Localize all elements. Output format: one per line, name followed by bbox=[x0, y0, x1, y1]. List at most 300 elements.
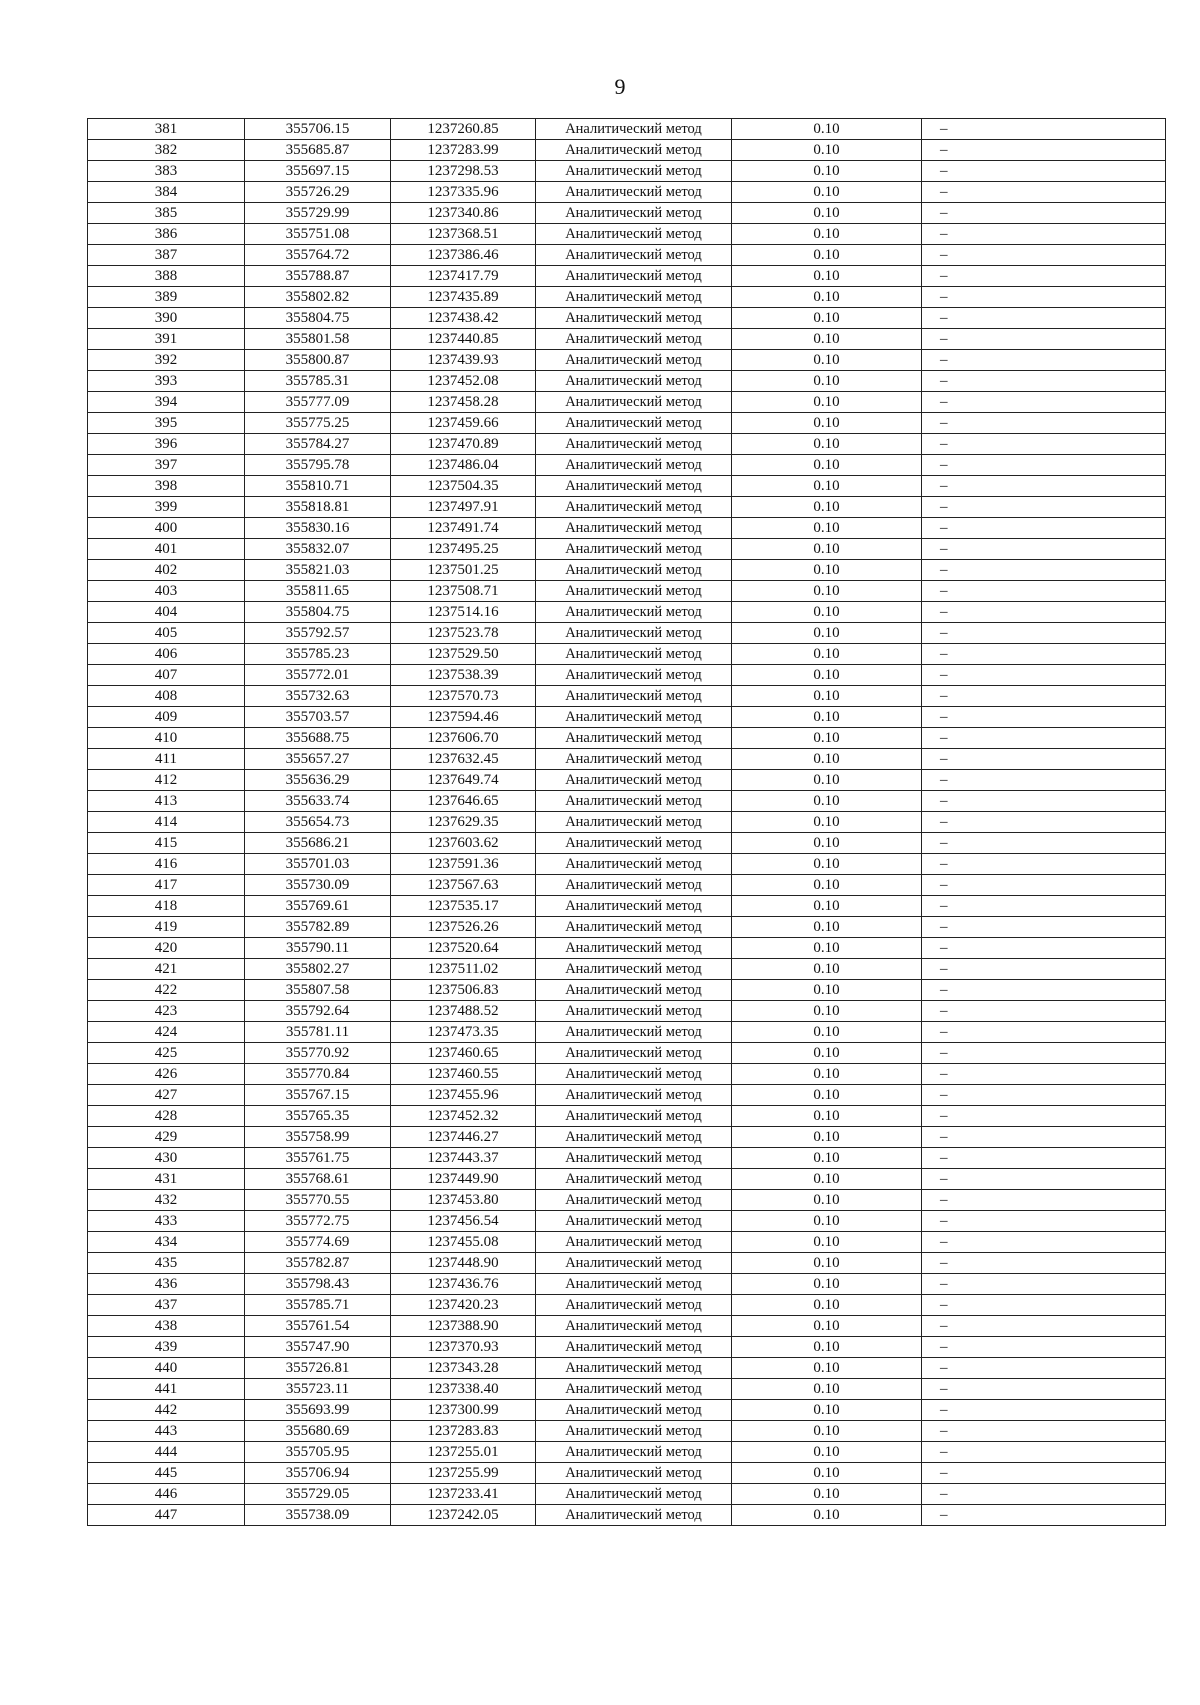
table-row bbox=[88, 1022, 1166, 1043]
table-row bbox=[88, 497, 1166, 518]
description-cell: – bbox=[922, 770, 1166, 791]
point-number-cell: 396 bbox=[88, 434, 245, 455]
description-cell: – bbox=[922, 1127, 1166, 1148]
y-coordinate-cell: 1237458.28 bbox=[391, 392, 536, 413]
method-cell: Аналитический метод bbox=[536, 539, 732, 560]
y-coordinate-cell: 1237452.08 bbox=[391, 371, 536, 392]
description-cell: – bbox=[922, 791, 1166, 812]
description-cell: – bbox=[922, 1232, 1166, 1253]
description-cell: – bbox=[922, 665, 1166, 686]
table-row bbox=[88, 161, 1166, 182]
x-coordinate-cell: 355706.94 bbox=[245, 1463, 391, 1484]
point-number-cell: 420 bbox=[88, 938, 245, 959]
accuracy-cell: 0.10 bbox=[732, 245, 922, 266]
accuracy-cell: 0.10 bbox=[732, 203, 922, 224]
point-number-cell: 423 bbox=[88, 1001, 245, 1022]
table-row bbox=[88, 1106, 1166, 1127]
point-number-cell: 386 bbox=[88, 224, 245, 245]
y-coordinate-cell: 1237455.96 bbox=[391, 1085, 536, 1106]
method-cell: Аналитический метод bbox=[536, 1169, 732, 1190]
description-cell: – bbox=[922, 182, 1166, 203]
description-cell: – bbox=[922, 350, 1166, 371]
method-cell: Аналитический метод bbox=[536, 1211, 732, 1232]
point-number-cell: 407 bbox=[88, 665, 245, 686]
point-number-cell: 440 bbox=[88, 1358, 245, 1379]
method-cell: Аналитический метод bbox=[536, 833, 732, 854]
x-coordinate-cell: 355790.11 bbox=[245, 938, 391, 959]
method-cell: Аналитический метод bbox=[536, 1085, 732, 1106]
method-cell: Аналитический метод bbox=[536, 1022, 732, 1043]
table-row bbox=[88, 812, 1166, 833]
description-cell: – bbox=[922, 329, 1166, 350]
y-coordinate-cell: 1237443.37 bbox=[391, 1148, 536, 1169]
table-row bbox=[88, 728, 1166, 749]
x-coordinate-cell: 355792.64 bbox=[245, 1001, 391, 1022]
x-coordinate-cell: 355706.15 bbox=[245, 119, 391, 140]
method-cell: Аналитический метод bbox=[536, 392, 732, 413]
method-cell: Аналитический метод bbox=[536, 413, 732, 434]
description-cell: – bbox=[922, 203, 1166, 224]
x-coordinate-cell: 355804.75 bbox=[245, 308, 391, 329]
accuracy-cell: 0.10 bbox=[732, 560, 922, 581]
method-cell: Аналитический метод bbox=[536, 623, 732, 644]
method-cell: Аналитический метод bbox=[536, 791, 732, 812]
x-coordinate-cell: 355701.03 bbox=[245, 854, 391, 875]
method-cell: Аналитический метод bbox=[536, 749, 732, 770]
accuracy-cell: 0.10 bbox=[732, 1358, 922, 1379]
y-coordinate-cell: 1237456.54 bbox=[391, 1211, 536, 1232]
y-coordinate-cell: 1237439.93 bbox=[391, 350, 536, 371]
y-coordinate-cell: 1237523.78 bbox=[391, 623, 536, 644]
accuracy-cell: 0.10 bbox=[732, 833, 922, 854]
x-coordinate-cell: 355774.69 bbox=[245, 1232, 391, 1253]
x-coordinate-cell: 355764.72 bbox=[245, 245, 391, 266]
accuracy-cell: 0.10 bbox=[732, 644, 922, 665]
description-cell: – bbox=[922, 1316, 1166, 1337]
point-number-cell: 419 bbox=[88, 917, 245, 938]
table-row bbox=[88, 266, 1166, 287]
table-row bbox=[88, 833, 1166, 854]
description-cell: – bbox=[922, 875, 1166, 896]
y-coordinate-cell: 1237340.86 bbox=[391, 203, 536, 224]
accuracy-cell: 0.10 bbox=[732, 434, 922, 455]
description-cell: – bbox=[922, 413, 1166, 434]
point-number-cell: 444 bbox=[88, 1442, 245, 1463]
x-coordinate-cell: 355765.35 bbox=[245, 1106, 391, 1127]
y-coordinate-cell: 1237455.08 bbox=[391, 1232, 536, 1253]
point-number-cell: 437 bbox=[88, 1295, 245, 1316]
table-row bbox=[88, 1379, 1166, 1400]
x-coordinate-cell: 355801.58 bbox=[245, 329, 391, 350]
method-cell: Аналитический метод bbox=[536, 476, 732, 497]
accuracy-cell: 0.10 bbox=[732, 287, 922, 308]
x-coordinate-cell: 355821.03 bbox=[245, 560, 391, 581]
y-coordinate-cell: 1237629.35 bbox=[391, 812, 536, 833]
x-coordinate-cell: 355792.57 bbox=[245, 623, 391, 644]
point-number-cell: 405 bbox=[88, 623, 245, 644]
point-number-cell: 416 bbox=[88, 854, 245, 875]
y-coordinate-cell: 1237646.65 bbox=[391, 791, 536, 812]
method-cell: Аналитический метод bbox=[536, 140, 732, 161]
accuracy-cell: 0.10 bbox=[732, 182, 922, 203]
accuracy-cell: 0.10 bbox=[732, 1148, 922, 1169]
accuracy-cell: 0.10 bbox=[732, 1085, 922, 1106]
accuracy-cell: 0.10 bbox=[732, 266, 922, 287]
description-cell: – bbox=[922, 455, 1166, 476]
table-row bbox=[88, 182, 1166, 203]
table-row bbox=[88, 980, 1166, 1001]
point-number-cell: 443 bbox=[88, 1421, 245, 1442]
point-number-cell: 411 bbox=[88, 749, 245, 770]
x-coordinate-cell: 355785.23 bbox=[245, 644, 391, 665]
y-coordinate-cell: 1237233.41 bbox=[391, 1484, 536, 1505]
point-number-cell: 382 bbox=[88, 140, 245, 161]
y-coordinate-cell: 1237529.50 bbox=[391, 644, 536, 665]
y-coordinate-cell: 1237606.70 bbox=[391, 728, 536, 749]
point-number-cell: 383 bbox=[88, 161, 245, 182]
description-cell: – bbox=[922, 476, 1166, 497]
y-coordinate-cell: 1237603.62 bbox=[391, 833, 536, 854]
point-number-cell: 442 bbox=[88, 1400, 245, 1421]
x-coordinate-cell: 355804.75 bbox=[245, 602, 391, 623]
accuracy-cell: 0.10 bbox=[732, 140, 922, 161]
x-coordinate-cell: 355729.05 bbox=[245, 1484, 391, 1505]
x-coordinate-cell: 355697.15 bbox=[245, 161, 391, 182]
table-row bbox=[88, 1274, 1166, 1295]
x-coordinate-cell: 355729.99 bbox=[245, 203, 391, 224]
method-cell: Аналитический метод bbox=[536, 1064, 732, 1085]
y-coordinate-cell: 1237538.39 bbox=[391, 665, 536, 686]
method-cell: Аналитический метод bbox=[536, 455, 732, 476]
accuracy-cell: 0.10 bbox=[732, 1379, 922, 1400]
method-cell: Аналитический метод bbox=[536, 497, 732, 518]
point-number-cell: 397 bbox=[88, 455, 245, 476]
x-coordinate-cell: 355758.99 bbox=[245, 1127, 391, 1148]
y-coordinate-cell: 1237459.66 bbox=[391, 413, 536, 434]
accuracy-cell: 0.10 bbox=[732, 1106, 922, 1127]
table-row bbox=[88, 686, 1166, 707]
description-cell: – bbox=[922, 1190, 1166, 1211]
accuracy-cell: 0.10 bbox=[732, 707, 922, 728]
table-row bbox=[88, 1169, 1166, 1190]
point-number-cell: 403 bbox=[88, 581, 245, 602]
y-coordinate-cell: 1237486.04 bbox=[391, 455, 536, 476]
description-cell: – bbox=[922, 728, 1166, 749]
table-row bbox=[88, 1064, 1166, 1085]
description-cell: – bbox=[922, 539, 1166, 560]
accuracy-cell: 0.10 bbox=[732, 1505, 922, 1526]
point-number-cell: 441 bbox=[88, 1379, 245, 1400]
accuracy-cell: 0.10 bbox=[732, 1064, 922, 1085]
accuracy-cell: 0.10 bbox=[732, 917, 922, 938]
y-coordinate-cell: 1237594.46 bbox=[391, 707, 536, 728]
accuracy-cell: 0.10 bbox=[732, 938, 922, 959]
x-coordinate-cell: 355705.95 bbox=[245, 1442, 391, 1463]
accuracy-cell: 0.10 bbox=[732, 980, 922, 1001]
y-coordinate-cell: 1237495.25 bbox=[391, 539, 536, 560]
point-number-cell: 415 bbox=[88, 833, 245, 854]
method-cell: Аналитический метод bbox=[536, 182, 732, 203]
y-coordinate-cell: 1237508.71 bbox=[391, 581, 536, 602]
method-cell: Аналитический метод bbox=[536, 1337, 732, 1358]
point-number-cell: 427 bbox=[88, 1085, 245, 1106]
accuracy-cell: 0.10 bbox=[732, 539, 922, 560]
table-row bbox=[88, 1463, 1166, 1484]
table-row bbox=[88, 287, 1166, 308]
accuracy-cell: 0.10 bbox=[732, 413, 922, 434]
accuracy-cell: 0.10 bbox=[732, 812, 922, 833]
table-row bbox=[88, 917, 1166, 938]
method-cell: Аналитический метод bbox=[536, 917, 732, 938]
accuracy-cell: 0.10 bbox=[732, 1022, 922, 1043]
description-cell: – bbox=[922, 1253, 1166, 1274]
point-number-cell: 425 bbox=[88, 1043, 245, 1064]
description-cell: – bbox=[922, 1064, 1166, 1085]
x-coordinate-cell: 355761.75 bbox=[245, 1148, 391, 1169]
point-number-cell: 447 bbox=[88, 1505, 245, 1526]
method-cell: Аналитический метод bbox=[536, 686, 732, 707]
point-number-cell: 384 bbox=[88, 182, 245, 203]
method-cell: Аналитический метод bbox=[536, 1400, 732, 1421]
table-row bbox=[88, 350, 1166, 371]
table-row bbox=[88, 875, 1166, 896]
y-coordinate-cell: 1237435.89 bbox=[391, 287, 536, 308]
x-coordinate-cell: 355730.09 bbox=[245, 875, 391, 896]
method-cell: Аналитический метод bbox=[536, 1127, 732, 1148]
point-number-cell: 436 bbox=[88, 1274, 245, 1295]
x-coordinate-cell: 355685.87 bbox=[245, 140, 391, 161]
x-coordinate-cell: 355686.21 bbox=[245, 833, 391, 854]
y-coordinate-cell: 1237535.17 bbox=[391, 896, 536, 917]
table-row bbox=[88, 140, 1166, 161]
x-coordinate-cell: 355726.29 bbox=[245, 182, 391, 203]
accuracy-cell: 0.10 bbox=[732, 1295, 922, 1316]
accuracy-cell: 0.10 bbox=[732, 1211, 922, 1232]
x-coordinate-cell: 355830.16 bbox=[245, 518, 391, 539]
description-cell: – bbox=[922, 1442, 1166, 1463]
method-cell: Аналитический метод bbox=[536, 224, 732, 245]
x-coordinate-cell: 355770.84 bbox=[245, 1064, 391, 1085]
method-cell: Аналитический метод bbox=[536, 1358, 732, 1379]
accuracy-cell: 0.10 bbox=[732, 161, 922, 182]
method-cell: Аналитический метод bbox=[536, 1274, 732, 1295]
table-row bbox=[88, 623, 1166, 644]
x-coordinate-cell: 355680.69 bbox=[245, 1421, 391, 1442]
description-cell: – bbox=[922, 749, 1166, 770]
y-coordinate-cell: 1237440.85 bbox=[391, 329, 536, 350]
method-cell: Аналитический метод bbox=[536, 1190, 732, 1211]
description-cell: – bbox=[922, 623, 1166, 644]
description-cell: – bbox=[922, 518, 1166, 539]
description-cell: – bbox=[922, 707, 1166, 728]
accuracy-cell: 0.10 bbox=[732, 1043, 922, 1064]
x-coordinate-cell: 355775.25 bbox=[245, 413, 391, 434]
point-number-cell: 435 bbox=[88, 1253, 245, 1274]
point-number-cell: 390 bbox=[88, 308, 245, 329]
table-row bbox=[88, 119, 1166, 140]
x-coordinate-cell: 355768.61 bbox=[245, 1169, 391, 1190]
y-coordinate-cell: 1237567.63 bbox=[391, 875, 536, 896]
table-row bbox=[88, 308, 1166, 329]
point-number-cell: 395 bbox=[88, 413, 245, 434]
accuracy-cell: 0.10 bbox=[732, 308, 922, 329]
table-row bbox=[88, 455, 1166, 476]
method-cell: Аналитический метод bbox=[536, 644, 732, 665]
y-coordinate-cell: 1237473.35 bbox=[391, 1022, 536, 1043]
y-coordinate-cell: 1237526.26 bbox=[391, 917, 536, 938]
table-row bbox=[88, 371, 1166, 392]
table-row bbox=[88, 413, 1166, 434]
x-coordinate-cell: 355798.43 bbox=[245, 1274, 391, 1295]
point-number-cell: 428 bbox=[88, 1106, 245, 1127]
description-cell: – bbox=[922, 434, 1166, 455]
method-cell: Аналитический метод bbox=[536, 1148, 732, 1169]
point-number-cell: 426 bbox=[88, 1064, 245, 1085]
y-coordinate-cell: 1237438.42 bbox=[391, 308, 536, 329]
table-row bbox=[88, 1505, 1166, 1526]
table-row bbox=[88, 539, 1166, 560]
x-coordinate-cell: 355802.82 bbox=[245, 287, 391, 308]
description-cell: – bbox=[922, 1379, 1166, 1400]
method-cell: Аналитический метод bbox=[536, 959, 732, 980]
y-coordinate-cell: 1237514.16 bbox=[391, 602, 536, 623]
y-coordinate-cell: 1237632.45 bbox=[391, 749, 536, 770]
point-number-cell: 388 bbox=[88, 266, 245, 287]
point-number-cell: 392 bbox=[88, 350, 245, 371]
accuracy-cell: 0.10 bbox=[732, 770, 922, 791]
method-cell: Аналитический метод bbox=[536, 1043, 732, 1064]
x-coordinate-cell: 355807.58 bbox=[245, 980, 391, 1001]
x-coordinate-cell: 355785.71 bbox=[245, 1295, 391, 1316]
y-coordinate-cell: 1237335.96 bbox=[391, 182, 536, 203]
y-coordinate-cell: 1237488.52 bbox=[391, 1001, 536, 1022]
y-coordinate-cell: 1237460.65 bbox=[391, 1043, 536, 1064]
accuracy-cell: 0.10 bbox=[732, 119, 922, 140]
method-cell: Аналитический метод bbox=[536, 1106, 732, 1127]
table-row bbox=[88, 791, 1166, 812]
x-coordinate-cell: 355784.27 bbox=[245, 434, 391, 455]
table-row bbox=[88, 518, 1166, 539]
x-coordinate-cell: 355703.57 bbox=[245, 707, 391, 728]
point-number-cell: 445 bbox=[88, 1463, 245, 1484]
point-number-cell: 422 bbox=[88, 980, 245, 1001]
accuracy-cell: 0.10 bbox=[732, 623, 922, 644]
x-coordinate-cell: 355747.90 bbox=[245, 1337, 391, 1358]
y-coordinate-cell: 1237420.23 bbox=[391, 1295, 536, 1316]
method-cell: Аналитический метод bbox=[536, 812, 732, 833]
x-coordinate-cell: 355688.75 bbox=[245, 728, 391, 749]
accuracy-cell: 0.10 bbox=[732, 875, 922, 896]
y-coordinate-cell: 1237417.79 bbox=[391, 266, 536, 287]
point-number-cell: 402 bbox=[88, 560, 245, 581]
x-coordinate-cell: 355810.71 bbox=[245, 476, 391, 497]
description-cell: – bbox=[922, 245, 1166, 266]
method-cell: Аналитический метод bbox=[536, 434, 732, 455]
accuracy-cell: 0.10 bbox=[732, 581, 922, 602]
description-cell: – bbox=[922, 959, 1166, 980]
accuracy-cell: 0.10 bbox=[732, 959, 922, 980]
table-row bbox=[88, 896, 1166, 917]
table-row bbox=[88, 1400, 1166, 1421]
accuracy-cell: 0.10 bbox=[732, 1253, 922, 1274]
y-coordinate-cell: 1237452.32 bbox=[391, 1106, 536, 1127]
point-number-cell: 387 bbox=[88, 245, 245, 266]
x-coordinate-cell: 355723.11 bbox=[245, 1379, 391, 1400]
y-coordinate-cell: 1237343.28 bbox=[391, 1358, 536, 1379]
x-coordinate-cell: 355782.87 bbox=[245, 1253, 391, 1274]
description-cell: – bbox=[922, 140, 1166, 161]
description-cell: – bbox=[922, 854, 1166, 875]
point-number-cell: 418 bbox=[88, 896, 245, 917]
x-coordinate-cell: 355761.54 bbox=[245, 1316, 391, 1337]
table-row bbox=[88, 1484, 1166, 1505]
y-coordinate-cell: 1237370.93 bbox=[391, 1337, 536, 1358]
description-cell: – bbox=[922, 917, 1166, 938]
y-coordinate-cell: 1237298.53 bbox=[391, 161, 536, 182]
description-cell: – bbox=[922, 1148, 1166, 1169]
table-row bbox=[88, 1211, 1166, 1232]
table-row bbox=[88, 1421, 1166, 1442]
y-coordinate-cell: 1237511.02 bbox=[391, 959, 536, 980]
accuracy-cell: 0.10 bbox=[732, 329, 922, 350]
point-number-cell: 434 bbox=[88, 1232, 245, 1253]
description-cell: – bbox=[922, 1001, 1166, 1022]
point-number-cell: 431 bbox=[88, 1169, 245, 1190]
accuracy-cell: 0.10 bbox=[732, 665, 922, 686]
x-coordinate-cell: 355832.07 bbox=[245, 539, 391, 560]
method-cell: Аналитический метод bbox=[536, 518, 732, 539]
y-coordinate-cell: 1237300.99 bbox=[391, 1400, 536, 1421]
description-cell: – bbox=[922, 686, 1166, 707]
point-number-cell: 398 bbox=[88, 476, 245, 497]
point-number-cell: 429 bbox=[88, 1127, 245, 1148]
method-cell: Аналитический метод bbox=[536, 266, 732, 287]
description-cell: – bbox=[922, 392, 1166, 413]
description-cell: – bbox=[922, 1358, 1166, 1379]
y-coordinate-cell: 1237242.05 bbox=[391, 1505, 536, 1526]
method-cell: Аналитический метод bbox=[536, 770, 732, 791]
method-cell: Аналитический метод bbox=[536, 1001, 732, 1022]
table-row bbox=[88, 1253, 1166, 1274]
method-cell: Аналитический метод bbox=[536, 1505, 732, 1526]
description-cell: – bbox=[922, 581, 1166, 602]
table-row bbox=[88, 1127, 1166, 1148]
point-number-cell: 414 bbox=[88, 812, 245, 833]
description-cell: – bbox=[922, 1043, 1166, 1064]
y-coordinate-cell: 1237506.83 bbox=[391, 980, 536, 1001]
accuracy-cell: 0.10 bbox=[732, 1337, 922, 1358]
accuracy-cell: 0.10 bbox=[732, 350, 922, 371]
method-cell: Аналитический метод bbox=[536, 728, 732, 749]
description-cell: – bbox=[922, 1400, 1166, 1421]
table-row bbox=[88, 1232, 1166, 1253]
point-number-cell: 400 bbox=[88, 518, 245, 539]
table-row bbox=[88, 581, 1166, 602]
description-cell: – bbox=[922, 1274, 1166, 1295]
y-coordinate-cell: 1237260.85 bbox=[391, 119, 536, 140]
x-coordinate-cell: 355782.89 bbox=[245, 917, 391, 938]
table-row bbox=[88, 560, 1166, 581]
method-cell: Аналитический метод bbox=[536, 1442, 732, 1463]
table-row bbox=[88, 770, 1166, 791]
method-cell: Аналитический метод bbox=[536, 1463, 732, 1484]
accuracy-cell: 0.10 bbox=[732, 1232, 922, 1253]
accuracy-cell: 0.10 bbox=[732, 1421, 922, 1442]
point-number-cell: 401 bbox=[88, 539, 245, 560]
point-number-cell: 399 bbox=[88, 497, 245, 518]
y-coordinate-cell: 1237470.89 bbox=[391, 434, 536, 455]
description-cell: – bbox=[922, 1505, 1166, 1526]
